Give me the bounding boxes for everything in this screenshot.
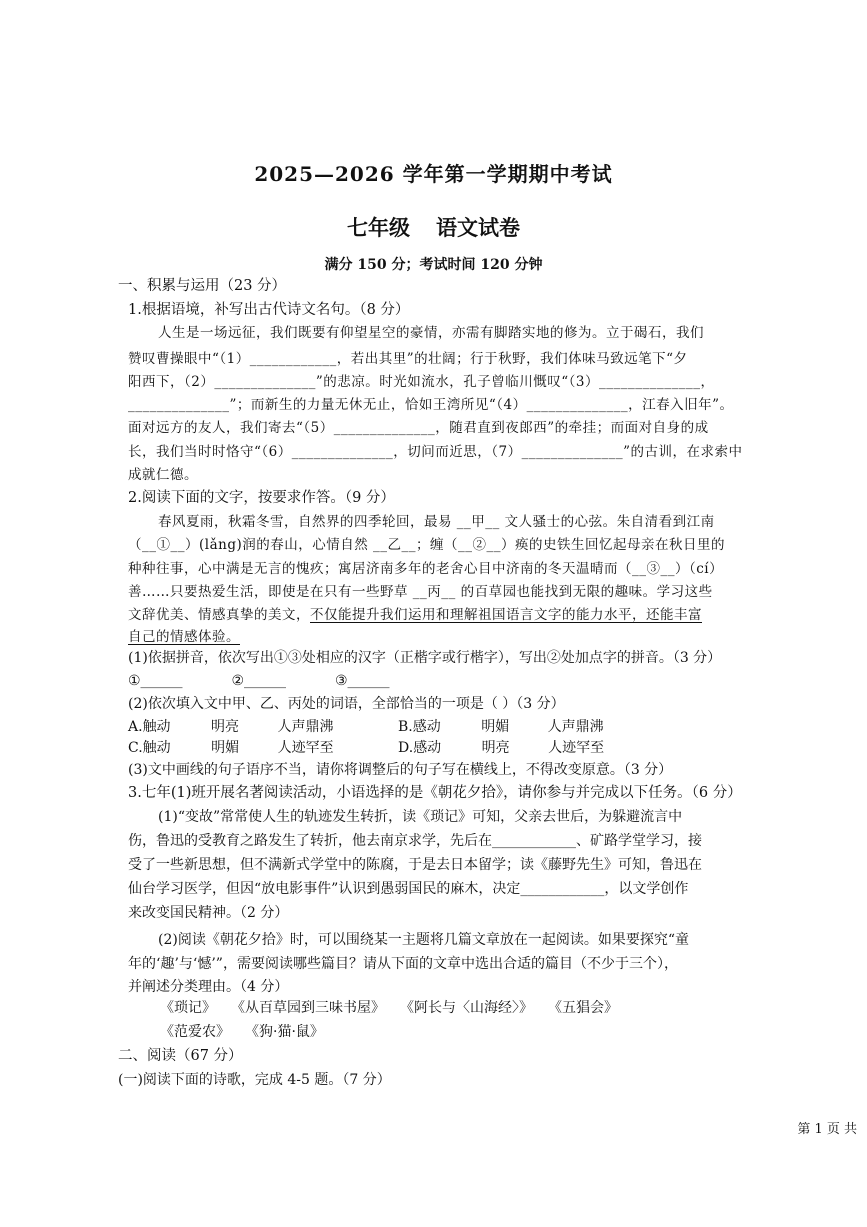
option-word: 触动 (142, 740, 171, 756)
option-letter: B. (398, 719, 413, 735)
q3-sub1-line: 伤，鲁迅的受教育之路发生了转折，他去南京求学，先后在____________、矿路学堂学习，接 (128, 833, 702, 849)
option-word: 人迹罕至 (548, 740, 605, 756)
option-word: 明媚 (481, 719, 510, 735)
option-word: 感动 (412, 719, 441, 735)
q1-line: 面对远方的友人，我们寄去“（5）______________，随君直到夜郎西”的牵挂；而面对自身的成 (128, 420, 709, 436)
q2-passage-line: （__①__）(lǎng)润的春山，心情自然 __乙__；缠（__②__）痪的史铁生回忆起母亲在秋日里的 (128, 537, 726, 553)
q2-passage-line: 春风夏雨，秋霜冬雪，自然界的四季轮回，最易 __甲__ 文人骚士的心弦。朱自清看到江南 (158, 514, 715, 530)
grade-label: 七年级 (347, 215, 410, 240)
option-word: 人迹罕至 (277, 740, 334, 756)
q1-line: 赞叹曹操眼中“（1）____________，若出其里”的壮阔；行于秋野，我们体味马致远笔下“夕 (128, 351, 688, 367)
q3-sub2-line: (2)阅读《朝花夕拾》时，可以围绕某一主题将几篇文章放在一起阅读。如果要探究“童 (158, 932, 689, 948)
q1-line: 阳西下，（2）______________”的悲凉。时光如流水，孔子曾临川慨叹“（3）______________， (128, 374, 715, 390)
option-word: 明亮 (481, 740, 510, 756)
score-time: 满分 150 分；考试时间 120 分钟 (324, 257, 543, 273)
subject-title (0, 212, 867, 242)
option-word: 感动 (413, 740, 442, 756)
option-word: 明媚 (211, 740, 240, 756)
q2-passage-line (128, 627, 798, 647)
q3-sub1-line: 受了一些新思想，但不满新式学堂中的陈腐，于是去日本留学；读《藤野先生》可知，鲁迅在 (128, 857, 702, 873)
q2-underlined-sentence: 自己的情感体验。 (128, 629, 240, 645)
q2-title: 2.阅读下面的文字，按要求作答。（9 分） (128, 490, 395, 506)
q3-title: 3.七年(1)班开展名著阅读活动，小语选择的是《朝花夕拾》，请你参与并完成以下任务。（6 分） (128, 785, 742, 801)
option-a[interactable] (128, 717, 333, 737)
q3-sub1-line: 来改变国民精神。（2 分） (128, 905, 289, 921)
q3-sub1-line: (1)“变故”常常使人生的轨迹发生转折，读《琐记》可知，父亲去世后，为躲避流言中 (158, 809, 683, 825)
option-word: 触动 (142, 719, 171, 735)
q2-sub1: (1)依据拼音，依次写出①③处相应的汉字（正楷字或行楷字），写出②处加点字的拼音。（3 分） (128, 650, 722, 666)
option-word: 人声鼎沸 (547, 719, 604, 735)
q2-passage-line (128, 605, 798, 625)
page-number: 第 1 页 共 (797, 1122, 857, 1137)
section2-title: 二、阅读（67 分） (118, 1048, 243, 1064)
q2-sub1-blanks (128, 671, 798, 691)
blank-3[interactable]: ③______ (334, 673, 390, 689)
option-word: 人声鼎沸 (277, 719, 334, 735)
q3-sub2-line: 年的‘趣’与‘憾’”，需要阅读哪些篇目？请从下面的文章中选出合适的篇目（不少于三个）， (128, 956, 678, 972)
option-letter: A. (128, 719, 143, 735)
option-letter: D. (398, 740, 414, 756)
book-title: 《五猖会》 (555, 1000, 618, 1016)
book-list-row (160, 1022, 346, 1042)
q1-line: 成就仁德。 (128, 467, 198, 483)
blank-2[interactable]: ②______ (231, 673, 287, 689)
q2-passage-line: 种种往事，心中满是无言的愧疚；寓居济南多年的老舍心目中济南的冬天温晴而（__③__）（cí） (128, 561, 724, 577)
q3-sub2-line: 并阐述分类理由。（4 分） (128, 979, 289, 995)
q1-title: 1.根据语境，补写出古代诗文名句。（8 分） (128, 302, 410, 318)
q2-passage-text: 文辞优美、情感真挚的美文， (128, 607, 310, 623)
option-c[interactable] (128, 738, 334, 758)
book-list-row (160, 998, 640, 1018)
option-d[interactable] (398, 738, 604, 758)
book-title: 《狗·猫·鼠》 (252, 1024, 324, 1040)
book-title: 《从百草园到三味书屋》 (238, 1000, 385, 1016)
option-word: 明亮 (211, 719, 240, 735)
option-letter: C. (128, 740, 143, 756)
q2-passage-line: 善……只要热爱生活，即使是在只有一些野草 __丙__ 的百草园也能找到无限的趣味。学习这些 (128, 584, 713, 600)
section2-part1: (一)阅读下面的诗歌，完成 4-5 题。（7 分） (118, 1072, 391, 1088)
section1-title: 一、积累与运用（23 分） (118, 278, 287, 294)
q1-line: 长，我们当时时恪守“（6）______________，切问而近思，（7）______________”的古训，在求索中 (128, 444, 743, 460)
q2-sub2: (2)依次填入文中甲、乙、丙处的词语，全部恰当的一项是（ ）（3 分） (128, 696, 565, 712)
option-b[interactable] (398, 717, 604, 737)
subject-label: 语文试卷 (436, 215, 520, 240)
book-title: 《范爱农》 (160, 1024, 230, 1040)
blank-1[interactable]: ①______ (128, 673, 183, 689)
q1-line: 人生是一场远征，我们既要有仰望星空的豪情，亦需有脚踏实地的修为。立于碣石，我们 (158, 325, 704, 341)
q3-sub1-line: 仙台学习医学，但因“放电影事件”认识到愚弱国民的麻木，决定____________，以文学创作 (128, 881, 689, 897)
q2-underlined-sentence: 不仅能提升我们运用和理解祖国语言文字的能力水平，还能丰富 (310, 607, 702, 623)
q1-line: ______________”；而新生的力量无休无止，恰如王湾所见“（4）______________，江春入旧年”。 (128, 397, 734, 413)
book-title: 《阿长与〈山海经〉》 (407, 1000, 533, 1016)
book-title: 《琐记》 (160, 1000, 216, 1016)
q2-sub3: (3)文中画线的句子语序不当，请你将调整后的句子写在横线上，不得改变原意。（3 分） (128, 762, 673, 778)
exam-title: 2025—2026 学年第一学期期中考试 (254, 162, 613, 186)
